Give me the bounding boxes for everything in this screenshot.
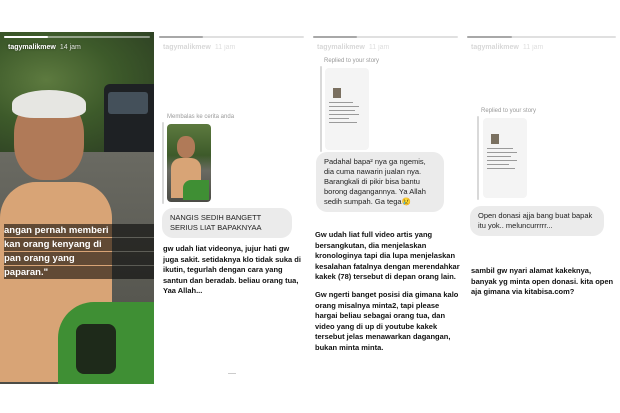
timestamp: 14 jam [59, 44, 81, 51]
story-panel-photo[interactable] [0, 32, 154, 384]
reply-indicator-bar [320, 66, 322, 152]
timestamp: 11 jam [214, 44, 236, 51]
username[interactable]: tagymalikmew [8, 44, 56, 51]
story-thumbnail[interactable] [483, 118, 527, 198]
story-header[interactable] [8, 44, 81, 51]
reply-bubble: NANGIS SEDIH BANGETT SERIUS LIAT BAPAKNYAA [162, 208, 292, 238]
timestamp: 11 jam [522, 44, 544, 51]
story-panel-reply-3[interactable] [463, 32, 620, 384]
story-message: Gw udah liat full video artis yang bersangkutan, dia menjelaskan kronologinya tapi dia lupa menjelaskan kesalahan fatalnya dengan merendahkar kakek (78) tersebut di depan orang lain. [315, 230, 460, 281]
reply-bubble: Open donasi ajja bang buat bapak itu yok.. meluncurrrrr... [470, 206, 604, 236]
story-message-2: Gw ngerti banget posisi dia gimana kalo orang misalnya minta2, tapi please hargai beliau sebagai orang tua, dan video yang di up di youtube kakek tersebut jelas menawarkan dagangan, bukan minta minta. [315, 290, 459, 352]
story-header[interactable] [317, 44, 389, 51]
story-caption [0, 224, 154, 280]
caption-line: pan orang yang [4, 252, 154, 265]
story-progress-bar [159, 36, 304, 38]
scooter [58, 302, 154, 384]
story-photo [0, 32, 154, 384]
username[interactable]: tagymalikmew [471, 44, 519, 51]
scroll-indicator [228, 373, 236, 374]
reply-indicator-bar [477, 116, 479, 200]
story-message: sambil gw nyari alamat kakeknya, banyak yg minta open donasi. kita open aja gimana via kitabisa.com? [471, 266, 614, 296]
story-progress-bar [467, 36, 616, 38]
story-progress-bar [313, 36, 458, 38]
reply-bubble: Padahal bapa² nya ga ngemis, dia cuma nawarin jualan nya. Barangkali di pikir bisa bantu borong dagangannya. Ya Allah sedih sumpah. Ga tega😢 [316, 152, 444, 212]
caption-line: paparan." [4, 266, 154, 279]
caption-line: kan orang kenyang di [4, 238, 154, 251]
reply-label: Replied to your story [481, 108, 537, 114]
story-thumbnail[interactable] [167, 124, 211, 202]
man-hair [12, 90, 86, 118]
timestamp: 11 jam [368, 44, 390, 51]
story-header[interactable] [163, 44, 235, 51]
username[interactable]: tagymalikmew [317, 44, 365, 51]
story-thumbnail[interactable] [325, 68, 369, 150]
caption-line: angan pernah memberi [4, 224, 154, 237]
reply-label: Membalas ke cerita anda [167, 114, 235, 120]
reply-label: Replied to your story [324, 58, 380, 64]
story-panel-reply-2[interactable] [309, 32, 462, 384]
story-header[interactable] [471, 44, 543, 51]
story-message: gw udah liat videonya, jujur hati gw juga sakit. setidaknya klo tidak suka di ikutin, tegurlah dengan cara yang santun dan beradab. beliau orang tua, Yaa Allah... [163, 244, 301, 295]
story-progress-bar [4, 36, 150, 38]
username[interactable]: tagymalikmew [163, 44, 211, 51]
story-panel-reply-1[interactable] [155, 32, 308, 384]
reply-indicator-bar [162, 122, 164, 204]
